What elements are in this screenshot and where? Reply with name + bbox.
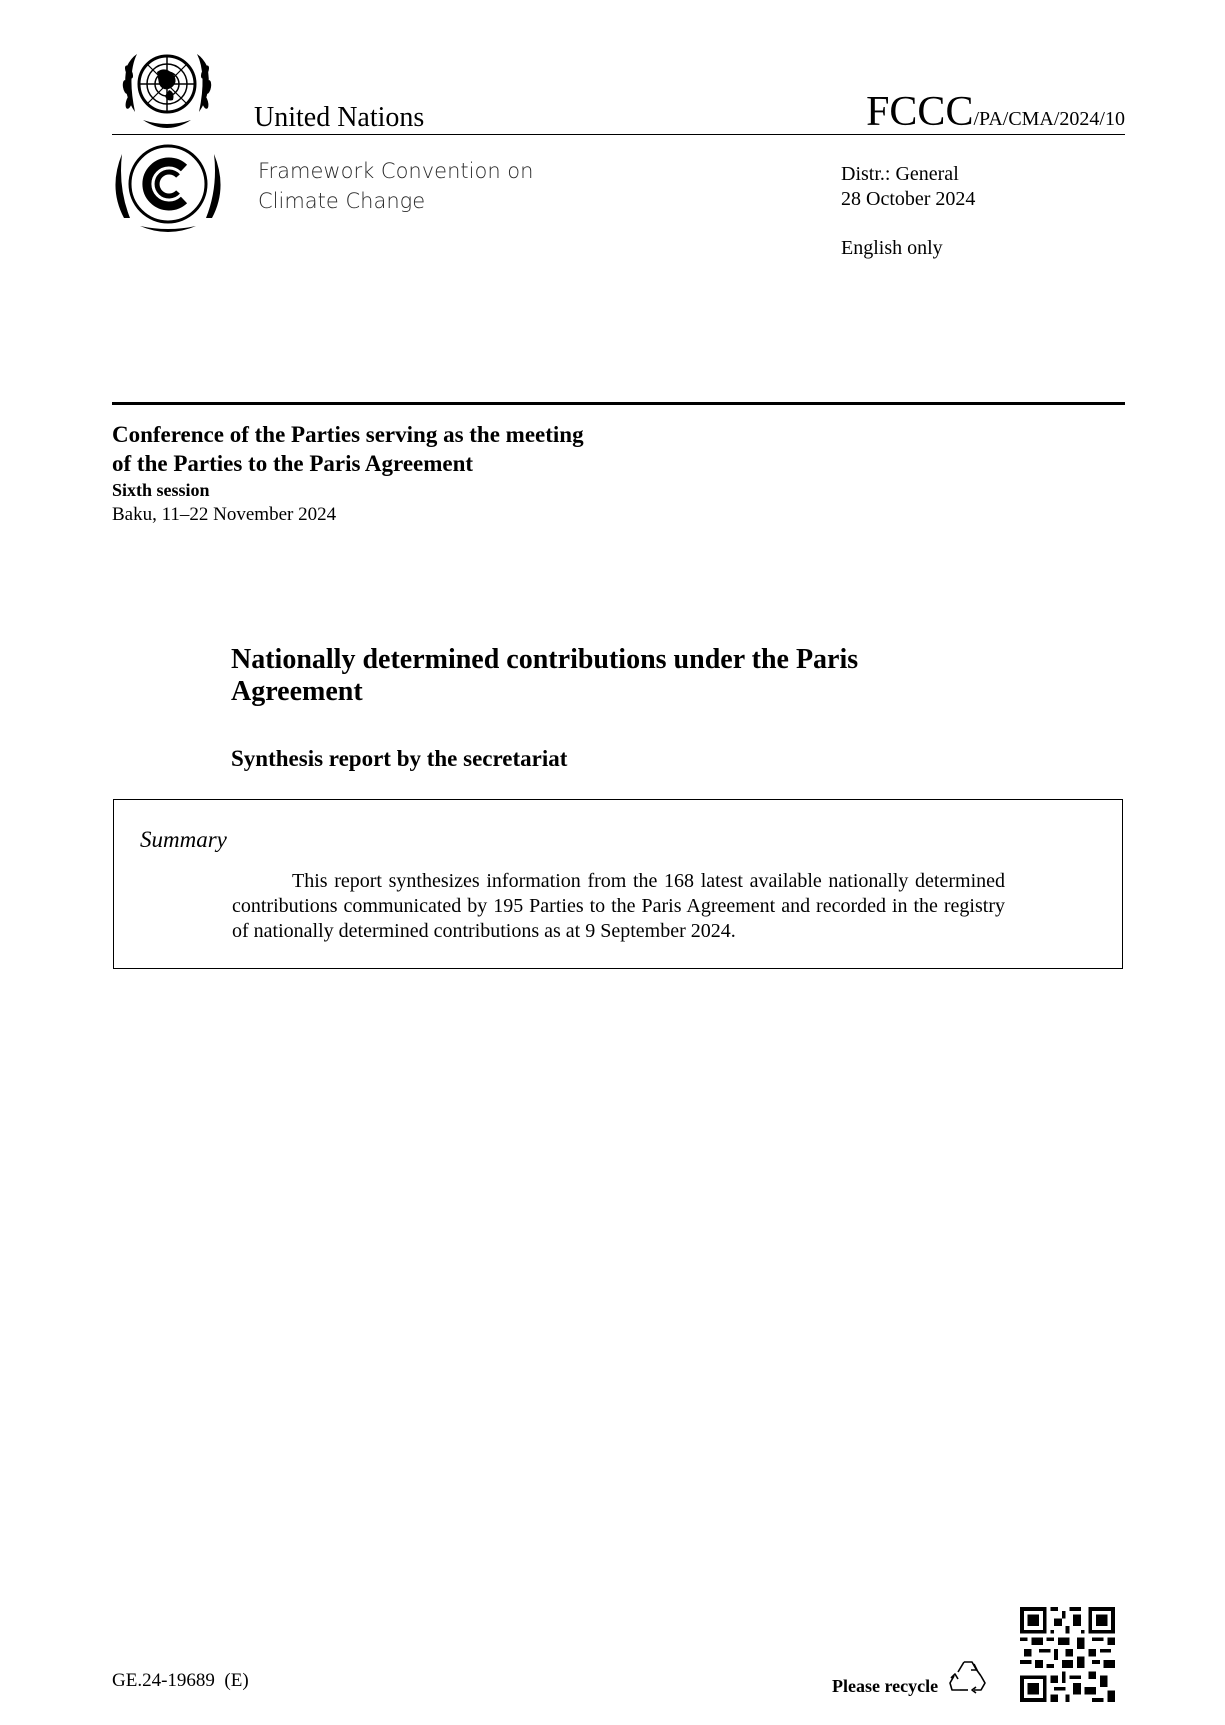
document-number: GE.24-19689 (E)	[112, 1670, 249, 1691]
document-title: Nationally determined contributions under the Paris Agreement	[231, 644, 859, 707]
symbol-main: FCCC	[866, 89, 974, 135]
qr-code-icon	[1020, 1607, 1115, 1702]
session-rule	[112, 402, 1125, 405]
unfccc-logo-icon	[110, 138, 226, 233]
language-note: English only	[841, 237, 943, 259]
document-date: 28 October 2024	[841, 188, 976, 210]
summary-heading: Summary	[140, 827, 227, 852]
session-place-dates: Baku, 11–22 November 2024	[112, 504, 337, 525]
convention-name	[258, 156, 533, 216]
distribution: Distr.: General	[841, 163, 959, 185]
un-emblem-icon	[113, 42, 221, 142]
session-body-line-2: of the Parties to the Paris Agreement	[112, 451, 474, 476]
org-name: United Nations	[254, 102, 425, 133]
symbol-suffix: /PA/CMA/2024/10	[973, 108, 1125, 130]
convention-line-1: Framework Convention on	[258, 159, 534, 183]
session-block	[112, 420, 584, 527]
convention-line-2: Climate Change	[258, 189, 426, 213]
document-subtitle: Synthesis report by the secretariat	[231, 746, 568, 771]
session-name: Sixth session	[112, 480, 210, 500]
recycle-icon	[948, 1656, 988, 1696]
session-body-line-1: Conference of the Parties serving as the meeting	[112, 422, 584, 447]
recycle-label: Please recycle	[832, 1676, 939, 1696]
document-symbol	[866, 88, 1125, 136]
summary-text: This report synthesizes information from the 168 latest available nationally determined contributions communicated by 195 Parties to the Paris Agreement and recorded in the registry of nationally determined contributions as at 9 September 2024.	[232, 870, 1005, 942]
header-rule	[112, 134, 1125, 135]
distribution-block	[841, 162, 975, 212]
